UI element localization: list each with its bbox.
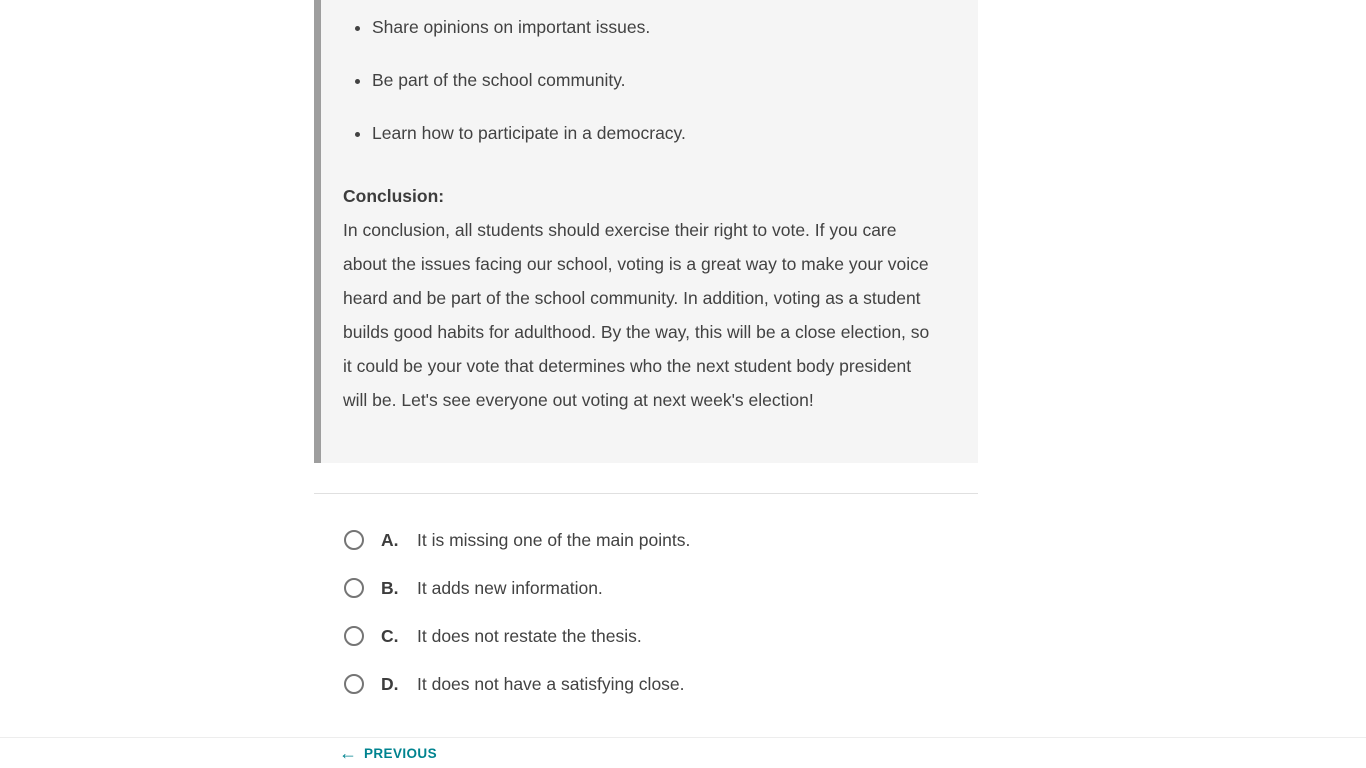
option-c-text: It does not restate the thesis. (417, 625, 642, 646)
option-b-letter: B. (381, 577, 399, 598)
option-a-letter: A. (381, 529, 399, 550)
option-d[interactable] (314, 660, 978, 708)
quiz-content (314, 0, 978, 708)
left-arrow-icon: ← (339, 743, 357, 763)
option-d-text: It does not have a satisfying close. (417, 673, 685, 694)
option-b[interactable] (314, 564, 978, 612)
option-a-text: It is missing one of the main points. (417, 529, 691, 550)
passage-bullet: • Learn how to participate in a democracy. (372, 116, 938, 150)
answer-options (314, 516, 978, 708)
conclusion-paragraph: In conclusion, all students should exercise their right to vote. If you care about the issues facing our school, voting is a great way to make your voice heard and be part of the school community. In addition, voting as a student builds good habits for adulthood. By the way, this will be a close election, so it could be your vote that determines who the next student body president will be. Let's see everyone out voting at next week's election! (343, 220, 930, 410)
passage-bullet-list (343, 10, 938, 150)
previous-label: PREVIOUS (364, 745, 437, 761)
option-b-text: It adds new information. (417, 577, 603, 598)
option-c-letter: C. (381, 625, 399, 646)
option-d-letter: D. (381, 673, 399, 694)
option-d-radio-button[interactable] (344, 674, 364, 694)
option-a-radio-button[interactable] (344, 530, 364, 550)
passage-bullet: • Share opinions on important issues. (372, 10, 938, 44)
option-a[interactable] (314, 516, 978, 564)
conclusion-heading: Conclusion: (343, 186, 445, 206)
divider (314, 493, 978, 494)
passage-panel (314, 0, 978, 463)
option-c[interactable] (314, 612, 978, 660)
option-c-radio-button[interactable] (344, 626, 364, 646)
previous-button[interactable] (339, 744, 437, 762)
option-b-radio-button[interactable] (344, 578, 364, 598)
passage-bullet: • Be part of the school community. (372, 63, 938, 97)
footer-nav (0, 737, 1366, 768)
